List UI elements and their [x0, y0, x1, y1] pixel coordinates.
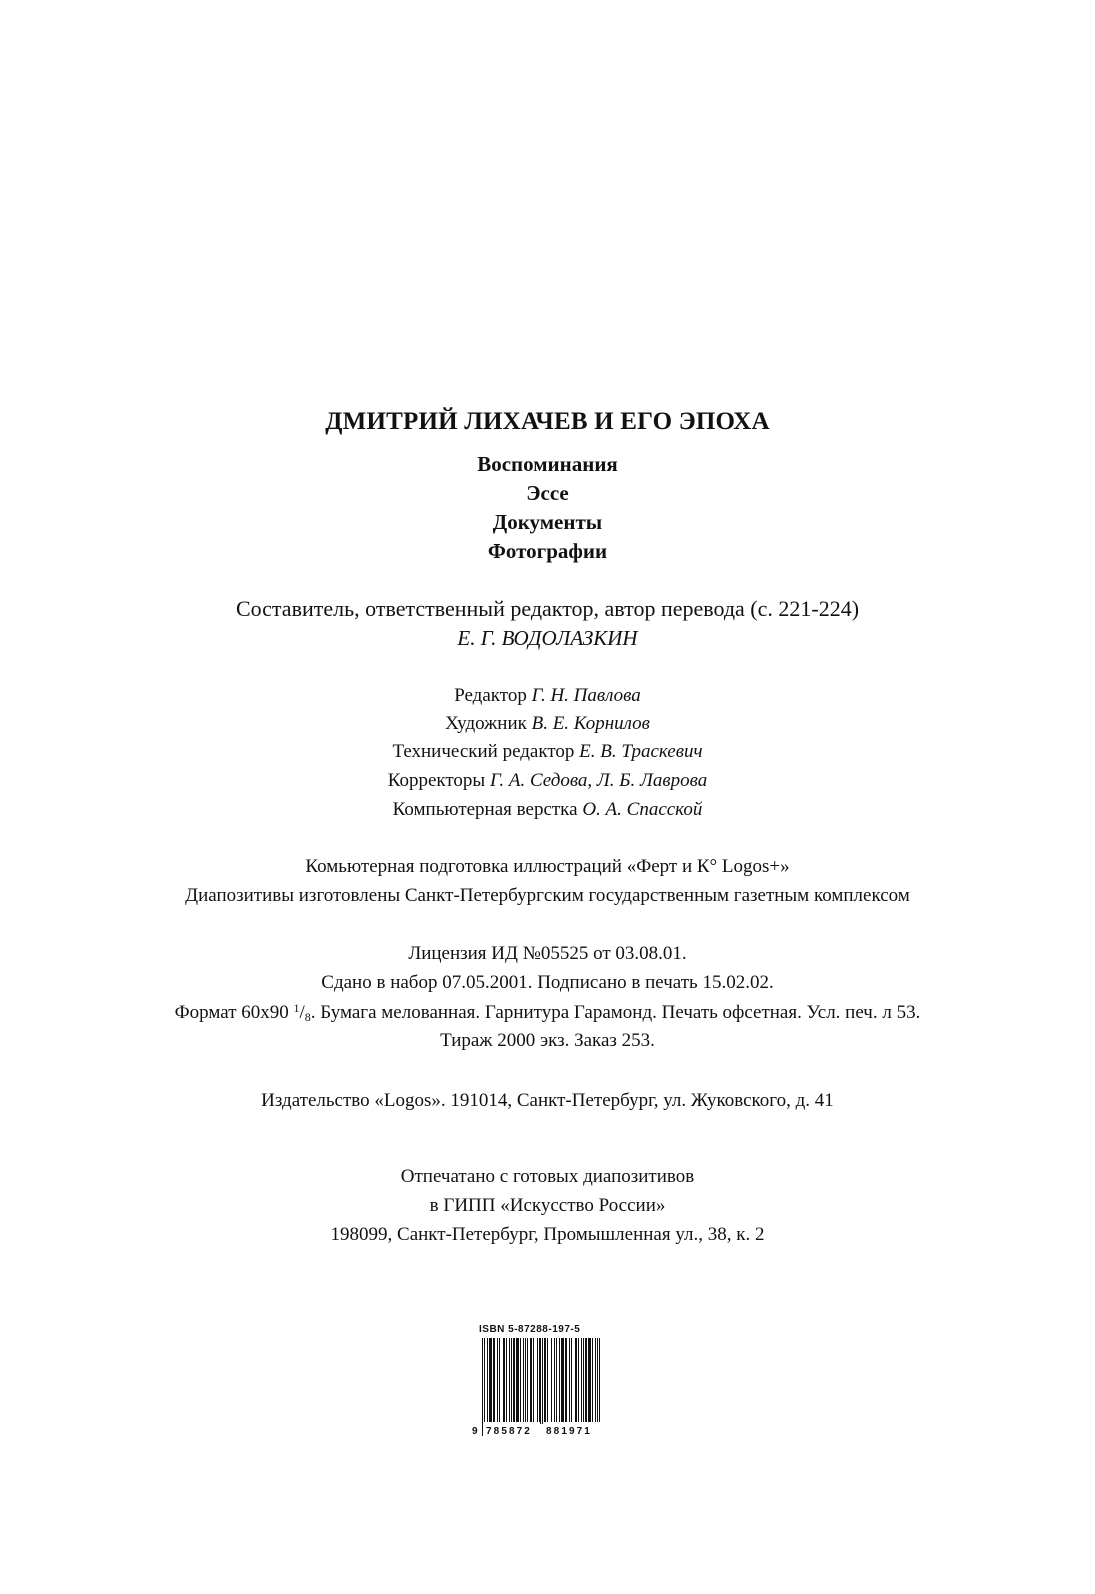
barcode-bar [511, 1338, 512, 1424]
credit-role: Художник [445, 713, 527, 734]
credit-role: Редактор [454, 685, 527, 706]
isbn-barcode-block [472, 1324, 604, 1436]
format-fraction-den: 8 [304, 1010, 311, 1024]
illustrations-prep: Комьютерная подготовка иллюстраций «Ферт и К° Logos+» [305, 856, 790, 877]
barcode-bar [559, 1338, 560, 1424]
credit-name: Г. Н. Павлова [531, 685, 641, 706]
book-title: ДМИТРИЙ ЛИХАЧЕВ И ЕГО ЭПОХА [325, 408, 770, 435]
format-prefix: Формат 60x90 [174, 1002, 294, 1023]
credit-editor [0, 685, 1095, 707]
credit-name: Е. В. Траскевич [579, 741, 703, 762]
barcode-left-digits: 785872 [486, 1426, 532, 1436]
barcode-bar [537, 1338, 538, 1424]
credit-tech-editor [0, 741, 1095, 763]
barcode-bar [599, 1338, 600, 1436]
format-fraction-num: 1 [293, 1001, 300, 1015]
barcode-bar [571, 1338, 572, 1424]
subtitle-memoirs: Воспоминания [477, 452, 618, 476]
credit-name: О. А. Спасской [582, 799, 703, 820]
barcode-bar [525, 1338, 526, 1424]
barcode-bar [597, 1338, 598, 1424]
barcode-bar [565, 1338, 567, 1424]
barcode-bar [554, 1338, 555, 1424]
format-line: Формат 60x90 $^1/_8$. Бумага мелованная. Гарнитура Гарамонд. Печать офсетная. Усл. печ. л 53. [174, 1001, 921, 1024]
barcode-bar [592, 1338, 593, 1424]
barcode [472, 1338, 604, 1436]
print-dates: Сдано в набор 07.05.2001. Подписано в печать 15.02.02. [321, 972, 774, 993]
slides-maker: Диапозитивы изготовлены Санкт-Петербургским государственным газетным комплексом [185, 885, 910, 906]
barcode-lead-digit: 9 [472, 1426, 478, 1436]
credit-proofreaders [0, 770, 1095, 792]
credit-role: Технический редактор [392, 741, 575, 762]
barcode-bar [487, 1338, 488, 1424]
barcode-bar [484, 1338, 485, 1436]
barcode-bar [569, 1338, 570, 1424]
credit-role: Корректоры [387, 770, 486, 791]
print-run: Тираж 2000 экз. Заказ 253. [440, 1030, 655, 1051]
barcode-bar [520, 1338, 521, 1424]
barcode-bar [523, 1338, 524, 1436]
barcode-bar [561, 1338, 564, 1424]
compiler-name: Е. Г. ВОДОЛАЗКИН [457, 626, 638, 650]
barcode-bar [530, 1338, 532, 1424]
barcode-bar [516, 1338, 519, 1424]
barcode-bar [578, 1338, 579, 1424]
subtitle-essays: Эссе [526, 481, 569, 505]
isbn-label: ISBN 5-87288-197-5 [479, 1324, 581, 1335]
barcode-bar [513, 1338, 515, 1424]
barcode-bar [539, 1338, 541, 1424]
barcode-bar [544, 1338, 546, 1424]
printer-address: 198099, Санкт-Петербург, Промышленная ул., 38, к. 2 [330, 1224, 765, 1245]
subtitle-documents: Документы [492, 510, 603, 534]
barcode-bar [588, 1338, 591, 1424]
barcode-bar [595, 1338, 596, 1424]
barcode-bar [551, 1338, 552, 1424]
barcode-bar [499, 1338, 500, 1424]
printer-line-2: в ГИПП «Искусство России» [429, 1195, 666, 1216]
barcode-bar [547, 1338, 548, 1424]
barcode-right-digits: 881971 [546, 1426, 592, 1436]
barcode-bars [482, 1338, 600, 1436]
barcode-bar [527, 1338, 528, 1424]
barcode-bar [585, 1338, 587, 1424]
publisher-address: Издательство «Logos». 191014, Санкт-Петербург, ул. Жуковского, д. 41 [261, 1090, 834, 1111]
barcode-bar [542, 1338, 543, 1424]
subtitle-photos: Фотографии [487, 539, 608, 563]
credit-name: Г. А. Седова, Л. Б. Лаврова [489, 770, 708, 791]
barcode-bar [509, 1338, 510, 1424]
barcode-bar [556, 1338, 557, 1424]
barcode-bar [575, 1338, 577, 1424]
credit-role: Компьютерная верстка [392, 799, 578, 820]
barcode-bar [489, 1338, 492, 1424]
printer-line-1: Отпечатано с готовых диапозитивов [400, 1166, 695, 1187]
barcode-bar [533, 1338, 534, 1424]
compiler-role: Составитель, ответственный редактор, автор перевода (с. 221-224) [235, 596, 860, 621]
barcode-bar [497, 1338, 498, 1424]
barcode-bar [503, 1338, 505, 1424]
license-line: Лицензия ИД №05525 от 03.08.01. [408, 943, 687, 964]
barcode-bar [482, 1338, 483, 1436]
barcode-bar [493, 1338, 495, 1424]
credit-layout [0, 799, 1095, 821]
barcode-bar [583, 1338, 584, 1424]
barcode-bar [506, 1338, 507, 1424]
format-rest: . Бумага мелованная. Гарнитура Гарамонд. Печать офсетная. Усл. печ. л 53. [310, 1002, 921, 1023]
credit-name: В. Е. Корнилов [531, 713, 650, 734]
barcode-bar [581, 1338, 582, 1424]
credit-artist [0, 713, 1095, 735]
